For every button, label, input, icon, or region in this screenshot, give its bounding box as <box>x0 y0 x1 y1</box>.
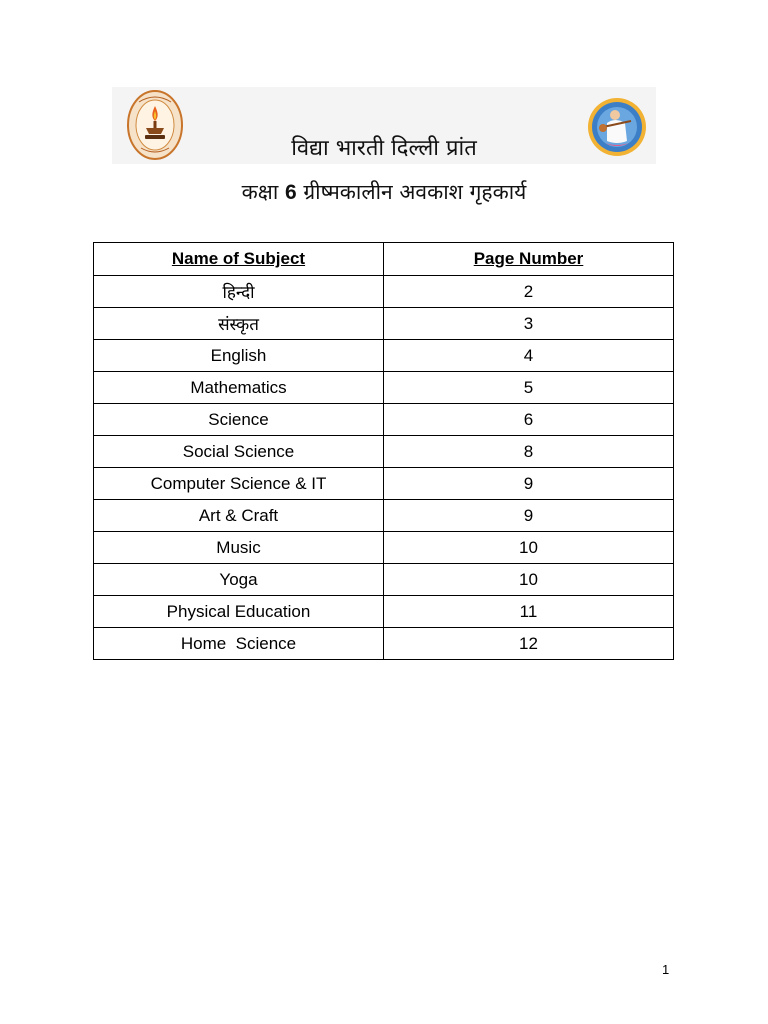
page-cell: 12 <box>384 628 674 660</box>
table-row <box>94 340 674 372</box>
table-row <box>94 372 674 404</box>
page-cell: 10 <box>384 564 674 596</box>
table-row <box>94 564 674 596</box>
document-title <box>84 176 684 209</box>
page-cell: 10 <box>384 532 674 564</box>
subject-cell: Music <box>94 532 384 564</box>
org-title: विद्या भारती दिल्ली प्रांत <box>291 136 477 161</box>
table-header-row <box>94 243 674 276</box>
page-cell: 8 <box>384 436 674 468</box>
page-cell: 3 <box>384 308 674 340</box>
subject-cell: Mathematics <box>94 372 384 404</box>
table-row <box>94 436 674 468</box>
table-row <box>94 308 674 340</box>
page-number: 1 <box>662 962 670 977</box>
subject-cell: Social Science <box>94 436 384 468</box>
table-row <box>94 500 674 532</box>
subject-cell: संस्कृत <box>94 308 384 340</box>
subject-cell: Home Science <box>94 628 384 660</box>
subject-cell: Computer Science & IT <box>94 468 384 500</box>
table-row <box>94 628 674 660</box>
table-row <box>94 532 674 564</box>
header-subject: Name of Subject <box>94 243 384 276</box>
title-suffix: ग्रीष्मकालीन अवकाश गृहकार्य <box>296 180 527 204</box>
page-cell: 9 <box>384 468 674 500</box>
subject-cell: Yoga <box>94 564 384 596</box>
class-number: 6 <box>284 181 297 204</box>
title-prefix: कक्षा <box>241 180 285 204</box>
table-row <box>94 404 674 436</box>
page-cell: 9 <box>384 500 674 532</box>
table-row <box>94 276 674 308</box>
saraswati-emblem-icon <box>585 97 649 157</box>
table-row <box>94 596 674 628</box>
page-cell: 2 <box>384 276 674 308</box>
subject-cell: Science <box>94 404 384 436</box>
subject-cell: हिन्दी <box>94 276 384 308</box>
page-cell: 5 <box>384 372 674 404</box>
page-cell: 11 <box>384 596 674 628</box>
subject-cell: English <box>94 340 384 372</box>
lamp-emblem-icon <box>127 90 183 160</box>
page-cell: 4 <box>384 340 674 372</box>
subject-cell: Art & Craft <box>94 500 384 532</box>
subject-cell: Physical Education <box>94 596 384 628</box>
header-page-number: Page Number <box>384 243 674 276</box>
table-row <box>94 468 674 500</box>
page-cell: 6 <box>384 404 674 436</box>
subject-index-table <box>93 242 674 660</box>
